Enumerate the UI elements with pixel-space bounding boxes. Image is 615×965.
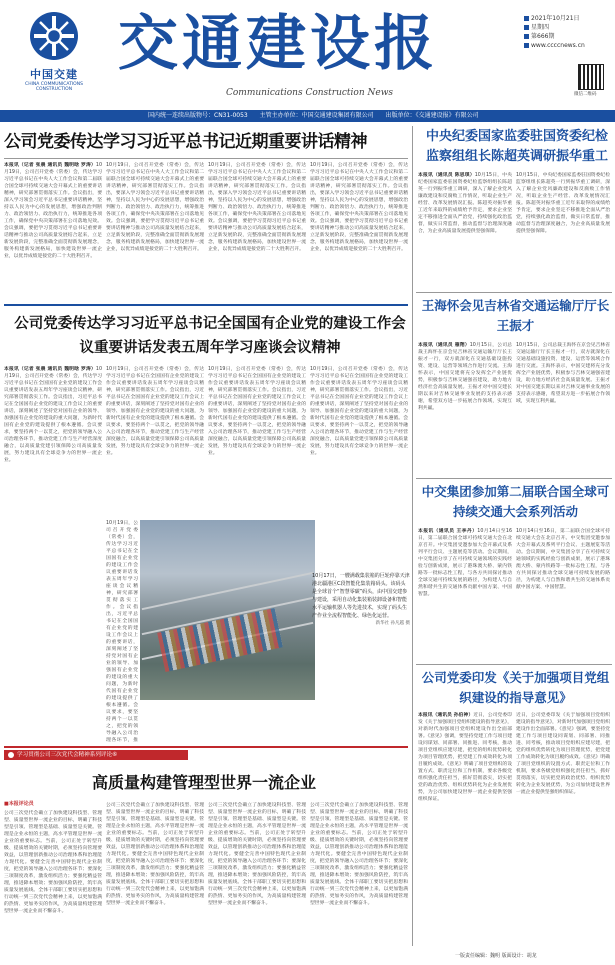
article-2-col-4: 10月19日，公司召开党委（常委）会，传达学习习近平总书记在全国国有企业党的建设工作会议重要讲话发表五周年学习座谈会议精神，研究部署贯彻落实工作。会议指出，习近平总书记在全国国有企业党的建设工作会议上的重要讲话，深刻阐述了坚持党对国有企业的领导、加强国有企业党的建设的重大问题，为新时代国有企业党的建设提供了根本遵循。会议要求，要坚持两个一以贯之，把党的领导融入公司治理各环节，推动党建工作与生产经营深度融合，以高质量党建引领保障公司高质量发展，努力建设具有全球竞争力的世界一流企业。 xyxy=(310,367,408,456)
article-5-byline: 本报讯（通讯员 王李丹） xyxy=(418,529,478,534)
photo-credit: 新华社 孙凡越 摄 xyxy=(375,621,410,626)
issue-weekday-row xyxy=(524,23,588,32)
logo-cn-text: 中国交建 xyxy=(30,68,78,81)
headline-article-1[interactable]: 公司党委传达学习习近平总书记近期重要讲话精神 xyxy=(4,132,367,152)
headline-article-2[interactable]: 公司党委传达学习习近平总书记全国国有企业党的建设工作会议重要讲话发表五周年学习座谈会议精神 xyxy=(14,315,406,356)
article-2-col-1 xyxy=(4,366,102,744)
article-4-text: 10月15日，公司总裁王海怀在京会见吉林省交通运输厅厅长王振才一行，双方就深化在交通基础设施投资、建设、运营等领域合作进行交流。王海怀表示，中国交建将充分发挥全产业链优势，积极参与吉林交通强省建设，助力地方经济社会高质量发展。王振才对中国交建长期以来对吉林交通事业发展的支持表示感谢，希望双方进一步拓展合作领域，实现互利共赢。 xyxy=(418,343,512,411)
article-5-text: 10月14日至16日，第二届联合国全球可持续交通大会在北京召开。中交集团受邀参加大会开幕式及系列平行会议、主题展览等活动。会议期间，中交集团分享了在可持续交通领域的实践经验与创新成果，展示了港珠澳大桥、蒙内铁路等一批标志性工程，与各方共同探讨推动全球交通可持续发展的路径，为构建人与自然和谐共生的交通体系贡献中国方案、中国智慧。 xyxy=(418,529,512,597)
website-link[interactable]: www.ccccnews.cn xyxy=(531,42,585,49)
article-6-text: 近日，公司党委印发《关于加强项目党组织建设的指导意见》，对新时代加强项目党组织建设作出全面部署。《意见》强调，要坚持党建工作与项目建设同谋划、同部署、同推进、同考核，推动项目党组织应建尽建，把党的组织优势转化为项目管理优势，把党建工作成效转化为项目履约成效。《意见》明确了项目党组织的设置方式、职责定位和工作机制，要求各级党组织强化责任担当，抓好贯彻落实，切实把党的政治优势、组织优势转化为企业发展优势，为公司加快建设世界一流企业提供坚强组织保证。 xyxy=(418,713,512,802)
article-2-text: 10月19日，公司召开党委（常委）会，传达学习习近平总书记在全国国有企业党的建设工作会议重要讲话发表五周年学习座谈会议精神，研究部署贯彻落实工作。会议指出，习近平总书记在全国国有企业党的建设工作会议上的重要讲话，深刻阐述了坚持党对国有企业的领导、加强国有企业党的建设的重大问题，为新时代国有企业党的建设提供了根本遵循。会议要求，要坚持两个一以贯之，把党的领导融入公司治理各环节，推动党建工作与生产经营深度融合，以高质量党建引领保障公司高质量发展，努力建设具有全球竞争力的世界一流企业。 xyxy=(4,367,102,463)
issue-number-row xyxy=(524,32,588,41)
sponsor-info: 主管主办单位：中国交通建设集团有限公司 xyxy=(259,112,374,119)
photo-detail xyxy=(142,572,314,610)
divider xyxy=(4,304,408,306)
article-1-text: 10月19日，公司召开党委（常委）会，传达学习习近平总书记在中央人大工作会议和第二届联合国全球可持续交通大会开幕式上的重要讲话精神，研究部署贯彻落实工作。会议指出，要深入学习领会习近平总书记重要讲话精神，坚持以人民为中心的发展思想，增强政治判断力、政治领悟力、政治执行力，统筹推进各项工作，确保党中央决策部署在公司落地见效。会议强调，要把学习贯彻习近平总书记重要讲话精神与推动公司高质量发展结合起来，立足新发展阶段，完整准确全面贯彻新发展理念，服务构建新发展格局，加快建设世界一流企业，以优异成绩迎接党的二十大胜利召开。 xyxy=(4,163,102,259)
divider xyxy=(416,292,612,293)
photo-caption-text: 10月17日，一艘满载集装箱的巨轮停靠天津港北疆港区C段智能化集装箱码头。该码头是全球首个“智慧零碳”码头，由中国交建参与建设，采用自动化集装箱装卸设备和智能水平运输机器人等先进技术，实现了码头生产作业全流程智能化、绿色化运营。 xyxy=(312,573,410,619)
article-3-byline: 本报讯（通讯员 陈思琪） xyxy=(418,173,475,178)
issue-website-row[interactable] xyxy=(524,41,588,50)
page-editor-credit: 一版责任编辑：魏明 版面设计：胡龙 xyxy=(455,953,537,959)
article-3-col-1 xyxy=(418,172,512,290)
article-6-byline: 本报讯（通讯员 孙伯神） xyxy=(418,713,474,718)
article-1-col-4: 10月19日，公司召开党委（常委）会，传达学习习近平总书记在中央人大工作会议和第二届联合国全球可持续交通大会开幕式上的重要讲话精神，研究部署贯彻落实工作。会议指出，要深入学习领会习近平总书记重要讲话精神，坚持以人民为中心的发展思想，增强政治判断力、政治领悟力、政治执行力，统筹推进各项工作，确保党中央决策部署在公司落地见效。会议强调，要把学习贯彻习近平总书记重要讲话精神与推动公司高质量发展结合起来，立足新发展阶段，完整准确全面贯彻新发展理念，服务构建新发展格局，加快建设世界一流企业，以优异成绩迎接党的二十大胜利召开。 xyxy=(310,163,408,252)
divider xyxy=(416,478,612,479)
publication-info-bar xyxy=(0,110,615,122)
cccc-logo-icon xyxy=(28,10,80,62)
headline-article-4[interactable]: 王海怀会见吉林省交通运输厅厅长王振才 xyxy=(421,298,610,333)
article-2-col-2b: 10月19日，公司召开党委（常委）会，传达学习习近平总书记在全国国有企业党的建设工作会议重要讲话发表五周年学习座谈会议精神，研究部署贯彻落实工作。会议指出，习近平总书记在全国国有企业党的建设工作会议上的重要讲话，深刻阐述了坚持党对国有企业的领导、加强国有企业党的建设的重大问题，为新时代国有企业党的建设提供了根本遵循。会议要求，要坚持两个一以贯之，把党的领导融入公司治理各环节，推 xyxy=(106,521,138,743)
article-7-col-2: 公司三次党代会确立了加快建设科技型、管理型、质量型世界一流企业的目标，明确了科技型是引领、管理型是基础、质量型是关键。管理是企业永恒的主题，高水平管理是世界一流企业的重要标志。当前，公司正处于转型升级、提质增效的关键时期，必须坚持向管理要效益，以管理创新推动公司治理体系和治理能力现代化。要健全完善中国特色现代企业制度，把党的领导融入公司治理各环节；要深化三项制度改革，激发组织活力；要强化精益管理，推进降本增效；要加强风险防控，筑牢高质量发展底线。全体干部职工要切实把思想和行动统一到三次党代会精神上来，以更加饱满的热情、更加务实的作风，为高质量构建管理型世界一流企业而不懈奋斗。 xyxy=(106,803,204,906)
article-7-col-4: 公司三次党代会确立了加快建设科技型、管理型、质量型世界一流企业的目标，明确了科技型是引领、管理型是基础、质量型是关键。管理是企业永恒的主题，高水平管理是世界一流企业的重要标志。当前，公司正处于转型升级、提质增效的关键时期，必须坚持向管理要效益，以管理创新推动公司治理体系和治理能力现代化。要健全完善中国特色现代企业制度，把党的领导融入公司治理各环节；要深化三项制度改革，激发组织活力；要强化精益管理，推进降本增效；要加强风险防控，筑牢高质量发展底线。全体干部职工要切实把思想和行动统一到三次党代会精神上来，以更加饱满的热情、更加务实的作风，为高质量构建管理型世界一流企业而不懈奋斗。 xyxy=(310,803,408,906)
divider xyxy=(416,664,612,665)
article-2-col-2: 10月19日，公司召开党委（常委）会，传达学习习近平总书记在全国国有企业党的建设工作会议重要讲话发表五周年学习座谈会议精神，研究部署贯彻落实工作。会议指出，习近平总书记在全国国有企业党的建设工作会议上的重要讲话，深刻阐述了坚持党对国有企业的领导、加强国有企业党的建设的重大问题，为新时代国有企业党的建设提供了根本遵循。会议要求，要坚持两个一以贯之，把党的领导融入公司治理各环节，推动党建工作与生产经营深度融合，以高质量党建引领保障公司高质量发展，努力建设具有全球竞争力的世界一流企业。 xyxy=(106,367,204,456)
photo-caption xyxy=(312,572,410,628)
qr-label: 微信二维码 xyxy=(574,92,597,97)
bullet-square-icon xyxy=(524,16,529,21)
article-4-byline: 本报讯（通讯员 雁翔） xyxy=(418,343,470,348)
issue-date-row xyxy=(524,14,588,23)
article-4-col-1 xyxy=(418,342,512,476)
article-2-col-3: 10月19日，公司召开党委（常委）会，传达学习习近平总书记在全国国有企业党的建设工作会议重要讲话发表五周年学习座谈会议精神，研究部署贯彻落实工作。会议指出，习近平总书记在全国国有企业党的建设工作会议上的重要讲话，深刻阐述了坚持党对国有企业的领导、加强国有企业党的建设的重大问题，为新时代国有企业党的建设提供了根本遵循。会议要求，要坚持两个一以贯之，把党的领导融入公司治理各环节，推动党建工作与生产经营深度融合，以高质量党建引领保障公司高质量发展，努力建设具有全球竞争力的世界一流企业。 xyxy=(208,367,306,456)
article-1-byline: 本报讯（记者 张晨 通讯员 魏明晗 罗涛） xyxy=(4,163,96,168)
issue-info xyxy=(524,14,588,50)
series-title: 学习贯彻公司三次党代会精神系列评论⑥ xyxy=(17,752,118,758)
article-5-col-2: 10月14日至16日，第二届联合国全球可持续交通大会在北京召开。中交集团受邀参加大会开幕式及系列平行会议、主题展览等活动。会议期间，中交集团分享了在可持续交通领域的实践经验与创新成果，展示了港珠澳大桥、蒙内铁路等一批标志性工程，与各方共同探讨推动全球交通可持续发展的路径，为构建人与自然和谐共生的交通体系贡献中国方案、中国智慧。 xyxy=(516,529,610,590)
article-1-col-1 xyxy=(4,162,102,302)
headline-article-6[interactable]: 公司党委印发《关于加强项目党组织建设的指导意见》 xyxy=(421,670,610,705)
issue-weekday: 星期四 xyxy=(531,24,550,31)
divider xyxy=(4,158,408,159)
headline-article-3[interactable]: 中央纪委国家监委驻国资委纪检监察组组长陈超英调研振华重工 xyxy=(425,129,608,164)
article-6-col-2: 近日，公司党委印发《关于加强项目党组织建设的指导意见》，对新时代加强项目党组织建设作出全面部署。《意见》强调，要坚持党建工作与项目建设同谋划、同部署、同推进、同考核，推动项目党组织应建尽建，把党的组织优势转化为项目管理优势，把党建工作成效转化为项目履约成效。《意见》明确了项目党组织的设置方式、职责定位和工作机制，要求各级党组织强化责任担当，抓好贯彻落实，切实把党的政治优势、组织优势转化为企业发展优势，为公司加快建设世界一流企业提供坚强组织保证。 xyxy=(516,713,610,795)
publisher-info: 出版单位：《交通建设报》有限公司 xyxy=(385,112,479,119)
company-logo xyxy=(14,6,94,96)
article-5-col-1 xyxy=(418,528,512,662)
bullet-square-icon xyxy=(524,25,529,30)
article-3-text: 10月15日，中央纪委国家监委驻国资委纪检监察组组长陈超英一行到振华重工调研，深入了解企业党风廉政建设和反腐败工作情况，听取企业生产经营、改革发展情况汇报。陈超英对振华重工近年来取得的成绩给予肯定，要求企业坚定不移推进全面从严治党，持续强化政治监督，做实日常监督，推动监督与治理深度融合，为企业高质量发展提供坚强保障。 xyxy=(418,173,512,234)
bullet-square-icon xyxy=(524,43,529,48)
newspaper-subtitle: Communications Construction News xyxy=(226,88,394,98)
article-6-col-1 xyxy=(418,712,512,948)
issue-date: 2021年10月21日 xyxy=(531,15,580,22)
article-3-col-2: 10月15日，中央纪委国家监委驻国资委纪检监察组组长陈超英一行到振华重工调研，深入了解企业党风廉政建设和反腐败工作情况，听取企业生产经营、改革发展情况汇报。陈超英对振华重工近年来取得的成绩给予肯定，要求企业坚定不移推进全面从严治党，持续强化政治监督，做实日常监督，推动监督与治理深度融合，为企业高质量发展提供坚强保障。 xyxy=(516,173,610,234)
bullet-square-icon xyxy=(524,34,529,39)
article-2-byline: 本报讯（记者 张晨 通讯员 魏明晗 罗涛） xyxy=(4,367,96,372)
headline-article-7[interactable]: 高质量构建管理型世界一流企业 xyxy=(91,773,316,792)
article-1-col-3: 10月19日，公司召开党委（常委）会，传达学习习近平总书记在中央人大工作会议和第二届联合国全球可持续交通大会开幕式上的重要讲话精神，研究部署贯彻落实工作。会议指出，要深入学习领会习近平总书记重要讲话精神，坚持以人民为中心的发展思想，增强政治判断力、政治领悟力、政治执行力，统筹推进各项工作，确保党中央决策部署在公司落地见效。会议强调，要把学习贯彻习近平总书记重要讲话精神与推动公司高质量发展结合起来，立足新发展阶段，完整准确全面贯彻新发展理念，服务构建新发展格局，加快建设世界一流企业，以优异成绩迎接党的二十大胜利召开。 xyxy=(208,163,306,252)
port-photo[interactable] xyxy=(140,520,315,700)
logo-en-text: CHINA COMMUNICATIONS CONSTRUCTION xyxy=(25,82,83,92)
cn-number: 国内统一连续出版物号：CN31-0053 xyxy=(148,112,248,119)
newspaper-title: 交通建设报 xyxy=(118,9,438,79)
article-7-col-1: 公司三次党代会确立了加快建设科技型、管理型、质量型世界一流企业的目标，明确了科技型是引领、管理型是基础、质量型是关键。管理是企业永恒的主题，高水平管理是世界一流企业的重要标志。当前，公司正处于转型升级、提质增效的关键时期，必须坚持向管理要效益，以管理创新推动公司治理体系和治理能力现代化。要健全完善中国特色现代企业制度，把党的领导融入公司治理各环节；要深化三项制度改革，激发组织活力；要强化精益管理，推进降本增效；要加强风险防控，筑牢高质量发展底线。全体干部职工要切实把思想和行动统一到三次党代会精神上来，以更加饱满的热情、更加务实的作风，为高质量构建管理型世界一流企业而不懈奋斗。 xyxy=(4,811,102,914)
article-4-col-2: 10月15日，公司总裁王海怀在京会见吉林省交通运输厅厅长王振才一行，双方就深化在交通基础设施投资、建设、运营等领域合作进行交流。王海怀表示，中国交建将充分发挥全产业链优势，积极参与吉林交通强省建设，助力地方经济社会高质量发展。王振才对中国交建长期以来对吉林交通事业发展的支持表示感谢，希望双方进一步拓展合作领域，实现互利共赢。 xyxy=(516,343,610,404)
issue-number: 第666期 xyxy=(531,33,555,40)
column-divider xyxy=(412,126,413,946)
party-emblem-icon xyxy=(8,752,14,758)
headline-article-5[interactable]: 中交集团参加第二届联合国全球可持续交通大会系列活动 xyxy=(421,484,610,519)
divider xyxy=(4,746,408,748)
qr-code-icon[interactable] xyxy=(578,64,604,90)
article-7-col-3: 公司三次党代会确立了加快建设科技型、管理型、质量型世界一流企业的目标，明确了科技型是引领、管理型是基础、质量型是关键。管理是企业永恒的主题，高水平管理是世界一流企业的重要标志。当前，公司正处于转型升级、提质增效的关键时期，必须坚持向管理要效益，以管理创新推动公司治理体系和治理能力现代化。要健全完善中国特色现代企业制度，把党的领导融入公司治理各环节；要深化三项制度改革，激发组织活力；要强化精益管理，推进降本增效；要加强风险防控，筑牢高质量发展底线。全体干部职工要切实把思想和行动统一到三次党代会精神上来，以更加饱满的热情、更加务实的作风，为高质量构建管理型世界一流企业而不懈奋斗。 xyxy=(208,803,306,906)
commentator-tag: ■本报评论员 xyxy=(4,801,34,807)
series-banner xyxy=(4,750,188,760)
article-1-col-2: 10月19日，公司召开党委（常委）会，传达学习习近平总书记在中央人大工作会议和第二届联合国全球可持续交通大会开幕式上的重要讲话精神，研究部署贯彻落实工作。会议指出，要深入学习领会习近平总书记重要讲话精神，坚持以人民为中心的发展思想，增强政治判断力、政治领悟力、政治执行力，统筹推进各项工作，确保党中央决策部署在公司落地见效。会议强调，要把学习贯彻习近平总书记重要讲话精神与推动公司高质量发展结合起来，立足新发展阶段，完整准确全面贯彻新发展理念，服务构建新发展格局，加快建设世界一流企业，以优异成绩迎接党的二十大胜利召开。 xyxy=(106,163,204,252)
